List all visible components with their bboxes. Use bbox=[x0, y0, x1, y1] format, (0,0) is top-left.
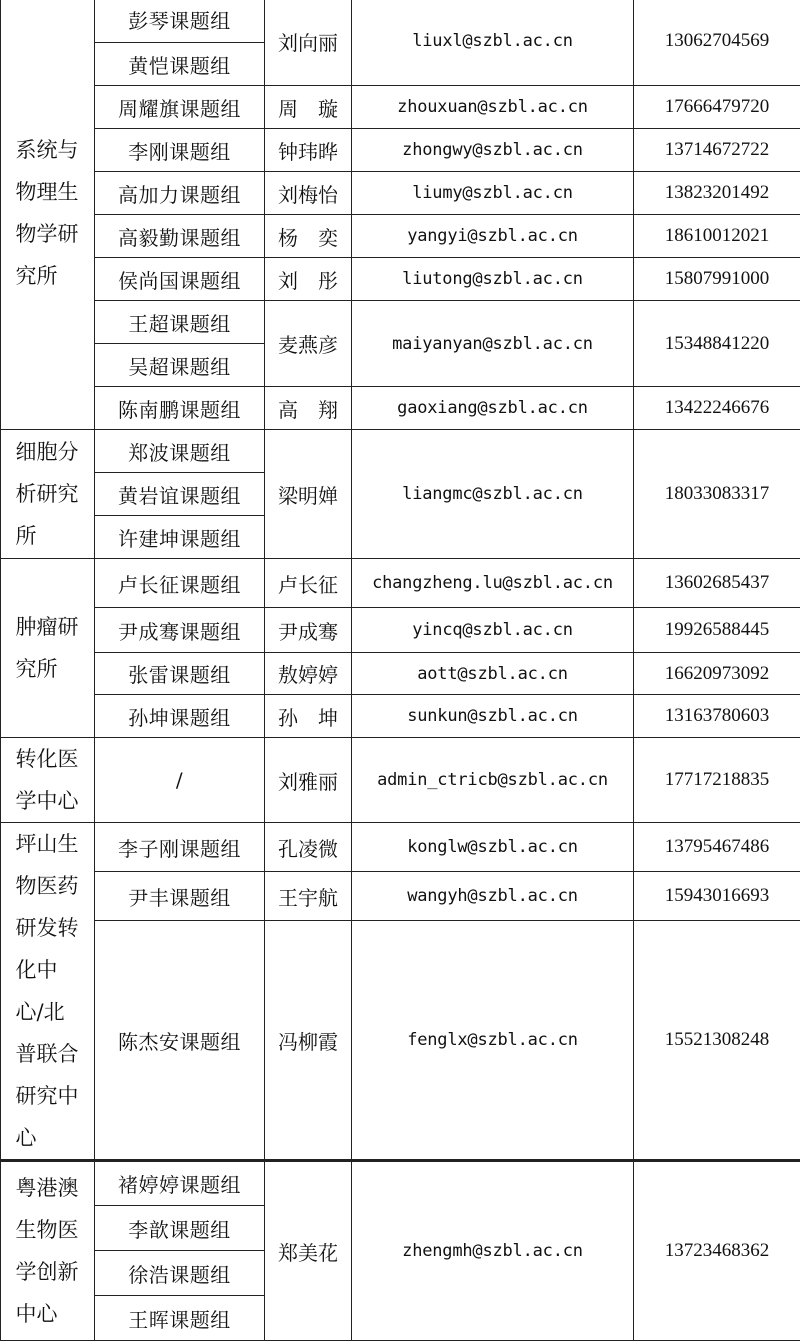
contact-email[interactable]: gaoxiang@szbl.ac.cn bbox=[352, 387, 634, 430]
contact-email[interactable]: zhengmh@szbl.ac.cn bbox=[352, 1161, 634, 1341]
group-name: 李刚课题组 bbox=[95, 129, 265, 172]
group-name: 尹丰课题组 bbox=[95, 872, 265, 921]
group-name: 彭琴课题组 bbox=[95, 0, 265, 43]
contact-person: 高 翔 bbox=[265, 387, 352, 430]
group-name: 褚婷婷课题组 bbox=[95, 1161, 265, 1206]
group-name: 陈南鹏课题组 bbox=[95, 387, 265, 430]
group-name: 高加力课题组 bbox=[95, 172, 265, 215]
contact-phone: 18610012021 bbox=[634, 215, 800, 258]
contact-phone: 13714672722 bbox=[634, 129, 800, 172]
contact-email[interactable]: konglw@szbl.ac.cn bbox=[352, 823, 634, 872]
contact-person: 杨 奕 bbox=[265, 215, 352, 258]
contact-person: 冯柳霞 bbox=[265, 921, 352, 1161]
contact-email[interactable]: maiyanyan@szbl.ac.cn bbox=[352, 301, 634, 387]
contact-email[interactable]: zhongwy@szbl.ac.cn bbox=[352, 129, 634, 172]
group-name: 郑波课题组 bbox=[95, 430, 265, 473]
group-name: 徐浩课题组 bbox=[95, 1251, 265, 1296]
contact-email[interactable]: liuxl@szbl.ac.cn bbox=[352, 0, 634, 86]
group-name: 黄恺课题组 bbox=[95, 43, 265, 86]
institute-name: 坪山生物医药研发转化中心/北普联合研究中心 bbox=[1, 823, 95, 1161]
group-name: 王晖课题组 bbox=[95, 1296, 265, 1341]
contact-phone: 15943016693 bbox=[634, 872, 800, 921]
contact-phone: 15521308248 bbox=[634, 921, 800, 1161]
contact-phone: 13823201492 bbox=[634, 172, 800, 215]
group-name: 卢长征课题组 bbox=[95, 559, 265, 608]
institute-name: 粤港澳生物医学创新中心 bbox=[1, 1161, 95, 1341]
contact-person: 麦燕彦 bbox=[265, 301, 352, 387]
group-name: 王超课题组 bbox=[95, 301, 265, 344]
contact-email[interactable]: admin_ctricb@szbl.ac.cn bbox=[352, 738, 634, 823]
group-name: / bbox=[95, 738, 265, 823]
contact-person: 刘雅丽 bbox=[265, 738, 352, 823]
contact-person: 刘梅怡 bbox=[265, 172, 352, 215]
contact-person: 尹成骞 bbox=[265, 608, 352, 653]
group-name: 尹成骞课题组 bbox=[95, 608, 265, 653]
contact-phone: 18033083317 bbox=[634, 430, 800, 559]
contact-email[interactable]: liutong@szbl.ac.cn bbox=[352, 258, 634, 301]
contact-email[interactable]: wangyh@szbl.ac.cn bbox=[352, 872, 634, 921]
contact-email[interactable]: fenglx@szbl.ac.cn bbox=[352, 921, 634, 1161]
group-name: 李子刚课题组 bbox=[95, 823, 265, 872]
contact-person: 梁明婵 bbox=[265, 430, 352, 559]
contact-phone: 13795467486 bbox=[634, 823, 800, 872]
contact-email[interactable]: liangmc@szbl.ac.cn bbox=[352, 430, 634, 559]
group-name: 李歆课题组 bbox=[95, 1206, 265, 1251]
contact-email[interactable]: liumy@szbl.ac.cn bbox=[352, 172, 634, 215]
contact-phone: 19926588445 bbox=[634, 608, 800, 653]
contact-email[interactable]: yangyi@szbl.ac.cn bbox=[352, 215, 634, 258]
contact-person: 孔凌微 bbox=[265, 823, 352, 872]
group-name: 孙坤课题组 bbox=[95, 695, 265, 738]
contact-phone: 15807991000 bbox=[634, 258, 800, 301]
contact-email[interactable]: sunkun@szbl.ac.cn bbox=[352, 695, 634, 738]
contact-email[interactable]: zhouxuan@szbl.ac.cn bbox=[352, 86, 634, 129]
contact-person: 刘 彤 bbox=[265, 258, 352, 301]
contact-phone: 13602685437 bbox=[634, 559, 800, 608]
contact-person: 郑美花 bbox=[265, 1161, 352, 1341]
group-name: 吴超课题组 bbox=[95, 344, 265, 387]
contact-email[interactable]: changzheng.lu@szbl.ac.cn bbox=[352, 559, 634, 608]
contact-phone: 13723468362 bbox=[634, 1161, 800, 1341]
group-name: 侯尚国课题组 bbox=[95, 258, 265, 301]
institute-name: 系统与物理生物学研究所 bbox=[1, 0, 95, 430]
group-name: 周耀旗课题组 bbox=[95, 86, 265, 129]
institute-name: 细胞分析研究所 bbox=[1, 430, 95, 559]
institute-name: 肿瘤研究所 bbox=[1, 559, 95, 738]
contact-person: 王宇航 bbox=[265, 872, 352, 921]
contact-email[interactable]: aott@szbl.ac.cn bbox=[352, 653, 634, 695]
contact-person: 敖婷婷 bbox=[265, 653, 352, 695]
group-name: 黄岩谊课题组 bbox=[95, 473, 265, 516]
contact-person: 刘向丽 bbox=[265, 0, 352, 86]
contact-person: 孙 坤 bbox=[265, 695, 352, 738]
contact-person: 周 璇 bbox=[265, 86, 352, 129]
contact-phone: 17717218835 bbox=[634, 738, 800, 823]
group-name: 高毅勤课题组 bbox=[95, 215, 265, 258]
group-name: 张雷课题组 bbox=[95, 653, 265, 695]
contact-phone: 13163780603 bbox=[634, 695, 800, 738]
institute-name: 转化医学中心 bbox=[1, 738, 95, 823]
group-name: 许建坤课题组 bbox=[95, 516, 265, 559]
contact-person: 卢长征 bbox=[265, 559, 352, 608]
contact-phone: 13062704569 bbox=[634, 0, 800, 86]
contact-phone: 17666479720 bbox=[634, 86, 800, 129]
contact-phone: 16620973092 bbox=[634, 653, 800, 695]
contact-email[interactable]: yincq@szbl.ac.cn bbox=[352, 608, 634, 653]
group-name: 陈杰安课题组 bbox=[95, 921, 265, 1161]
contact-phone: 15348841220 bbox=[634, 301, 800, 387]
contact-phone: 13422246676 bbox=[634, 387, 800, 430]
contact-person: 钟玮晔 bbox=[265, 129, 352, 172]
